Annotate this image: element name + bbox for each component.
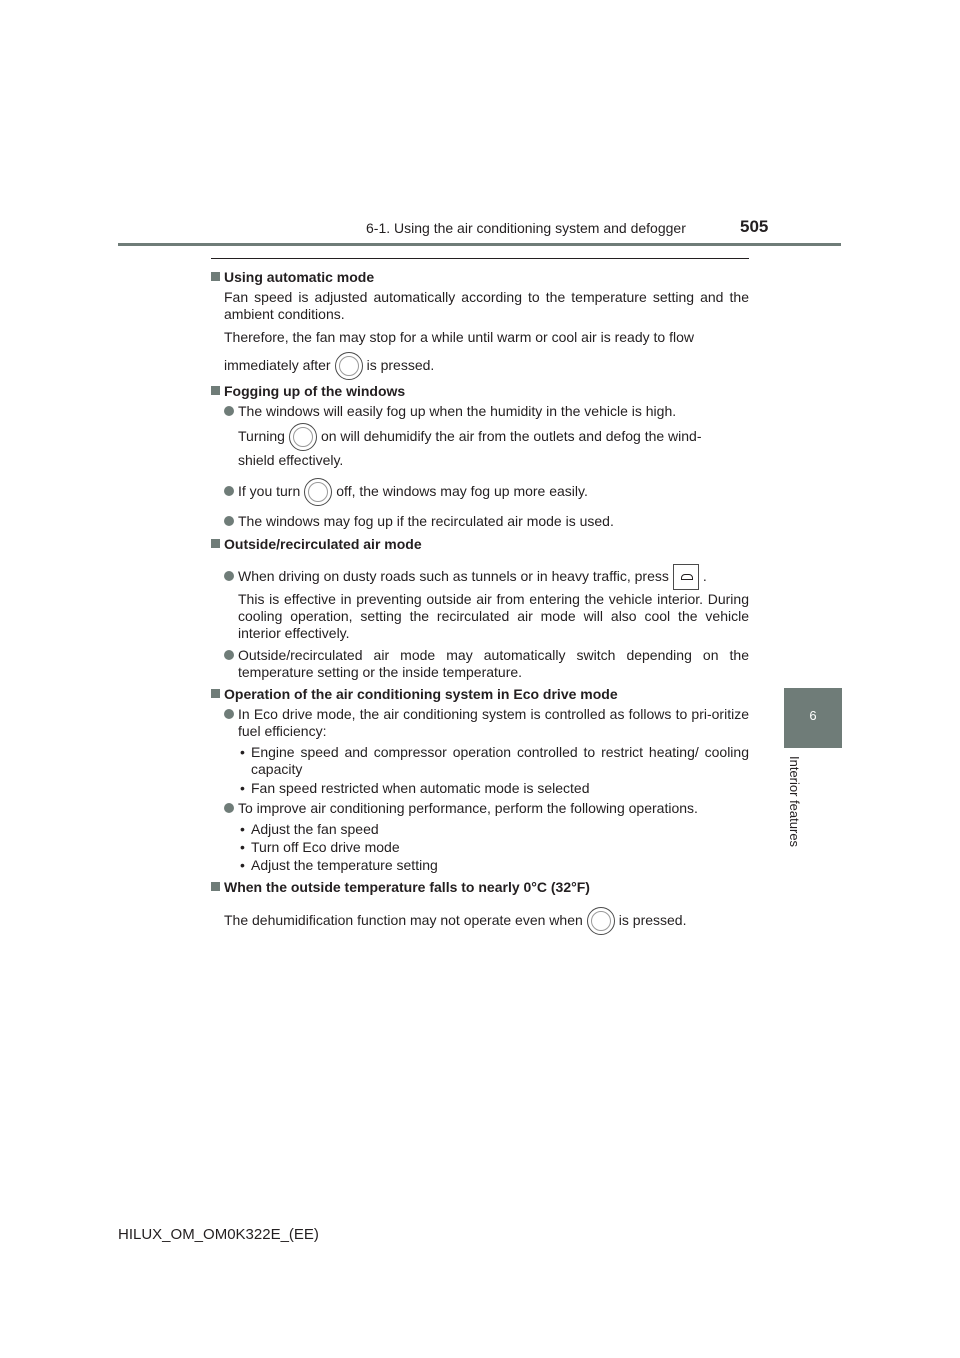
bullet-dot-icon <box>224 709 234 719</box>
bullet-text-line <box>238 420 749 452</box>
cold-para <box>211 904 749 936</box>
square-marker-icon <box>211 272 220 281</box>
dash-marker: • <box>240 780 245 796</box>
sub-text: Adjust the fan speed <box>251 821 379 837</box>
sub-text: Adjust the temperature setting <box>251 857 438 873</box>
bullet-text: This is effective in preventing outside air from entering the vehicle interior. During cooling operation, setting the recirculated air mode will also cool the vehicle interior effectively. <box>238 591 749 641</box>
header-title: 6-1. Using the air conditioning system and defogger <box>366 220 686 236</box>
bullet-dot-icon <box>224 571 234 581</box>
eco-sub4 <box>211 839 749 856</box>
bullet-dot-icon <box>224 486 234 496</box>
fogging-bullet2 <box>211 475 749 507</box>
content-rule <box>211 258 749 259</box>
eco-sub3 <box>211 821 749 838</box>
bullet-dot-icon <box>224 516 234 526</box>
section-heading-recirc <box>211 536 749 553</box>
section-heading-cold <box>211 879 749 896</box>
dash-marker: • <box>240 744 245 760</box>
bullet-text: In Eco drive mode, the air conditioning system is controlled as follows to pri-oritize fuel efficiency: <box>238 706 749 739</box>
square-marker-icon <box>211 689 220 698</box>
auto-mode-para1: Fan speed is adjusted automatically according to the temperature setting and the ambient conditions. <box>224 289 749 322</box>
bullet-text: . <box>702 568 707 584</box>
auto-mode-para3 <box>211 349 749 381</box>
heading-text: Fogging up of the windows <box>224 383 406 399</box>
bullet-text-line <box>238 561 749 591</box>
dash-marker: • <box>240 857 245 873</box>
bullet-text: shield effectively. <box>238 452 344 468</box>
eco-sub5 <box>211 857 749 874</box>
eco-bullet2 <box>211 800 749 817</box>
bullet-text: on will dehumidify the air from the outlets and defog the wind- <box>320 428 702 444</box>
section-heading-fogging <box>211 383 749 400</box>
eco-sub2 <box>211 780 749 797</box>
sub-text: Engine speed and compressor operation controlled to restrict heating/ cooling capacity <box>251 744 749 777</box>
eco-bullet1 <box>211 706 749 740</box>
fogging-bullet3 <box>211 513 749 530</box>
square-marker-icon <box>211 539 220 548</box>
dash-marker: • <box>240 839 245 855</box>
side-label <box>788 756 802 866</box>
recirculated-air-button-icon <box>673 564 699 590</box>
eco-sub1 <box>211 744 749 778</box>
recirc-bullet1 <box>211 561 749 642</box>
bullet-text: If you turn <box>238 483 301 499</box>
side-tab-number: 6 <box>809 708 817 723</box>
section-heading-auto-mode <box>211 269 749 286</box>
bullet-text: The windows will easily fog up when the humidity in the vehicle is high. <box>238 403 677 419</box>
bullet-dot-icon <box>224 406 234 416</box>
bullet-dot-icon <box>224 650 234 660</box>
fogging-bullet1 <box>211 403 749 469</box>
bullet-text: When driving on dusty roads such as tunnels or in heavy traffic, press <box>238 568 669 584</box>
bullet-text: Outside/recirculated air mode may automatically switch depending on the temperature setting or the inside temperature. <box>238 647 749 680</box>
heading-text: When the outside temperature falls to nearly 0°C (32°F) <box>224 879 590 895</box>
sub-text: Fan speed restricted when automatic mode is selected <box>251 780 590 796</box>
side-label-text: Interior features <box>787 756 802 848</box>
section-heading-eco <box>211 686 749 703</box>
para-text: is pressed. <box>366 357 435 373</box>
bullet-dot-icon <box>224 803 234 813</box>
header-rule <box>118 243 841 246</box>
heading-text: Using automatic mode <box>224 269 375 285</box>
bullet-text: To improve air conditioning performance, perform the following operations. <box>238 800 698 816</box>
ac-button-icon <box>587 907 615 935</box>
recirc-bullet2 <box>211 647 749 681</box>
square-marker-icon <box>211 386 220 395</box>
bullet-text: The windows may fog up if the recirculated air mode is used. <box>238 513 614 529</box>
para-text: immediately after <box>224 357 331 373</box>
heading-text: Operation of the air conditioning system in Eco drive mode <box>224 686 618 702</box>
square-marker-icon <box>211 882 220 891</box>
content <box>211 265 749 936</box>
dash-marker: • <box>240 821 245 837</box>
ac-button-icon <box>289 423 317 451</box>
heading-text: Outside/recirculated air mode <box>224 536 422 552</box>
para-text: The dehumidification function may not operate even when <box>224 912 583 928</box>
auto-mode-para2: Therefore, the fan may stop for a while until warm or cool air is ready to flow <box>224 329 694 345</box>
para-text: is pressed. <box>618 912 687 928</box>
bullet-text: Turning <box>238 428 285 444</box>
sub-text: Turn off Eco drive mode <box>251 839 400 855</box>
page-number: 505 <box>740 217 769 236</box>
ac-button-icon <box>304 478 332 506</box>
side-tab <box>784 688 842 748</box>
bullet-text: off, the windows may fog up more easily. <box>336 483 588 499</box>
auto-button-icon <box>335 352 363 380</box>
footer-doc-code: HILUX_OM_OM0K322E_(EE) <box>118 1226 319 1243</box>
